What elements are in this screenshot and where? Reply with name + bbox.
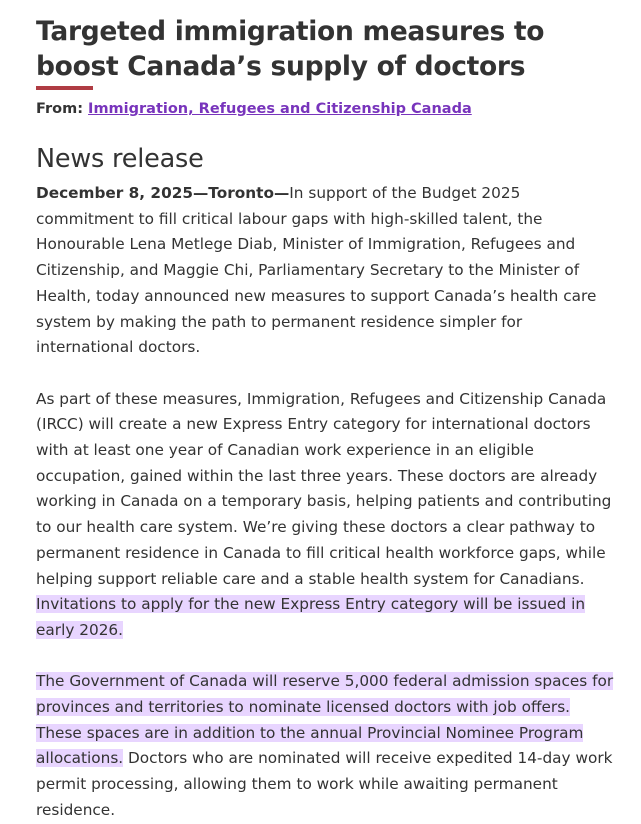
page-title: Targeted immigration measures to boost Canada’s supply of doctors — [36, 16, 545, 82]
title-underline-rule — [36, 86, 93, 90]
from-label: From: — [36, 101, 89, 117]
paragraph-2-body: As part of these measures, Immigration, Refugees and Citizenship Canada (IRCC) will create a new Express Entry category for international doctors with at least one year of Canadian work experience in an eligible occupation, gained within the last three years. These doctors are already working in Canada on a temporary basis, helping patients and contributing to our health care system. We’re giving these doctors a clear pathway to permanent residence in Canada to fill critical health workforce gaps, while helping support reliable care and a stable health system for Canadians. — [36, 389, 612, 588]
highlighted-text: The Government of Canada will reserve 5,000 federal admission spaces for provinces and territories to nominate licensed doctors with job offers. These spaces are in addition to the annual Provincial Nominee Program allocations. — [36, 672, 614, 768]
from-line — [36, 99, 611, 119]
paragraph-3 — [36, 669, 616, 823]
paragraph-2 — [36, 387, 616, 644]
paragraph-3-body: Doctors who are nominated will receive expedited 14-day work permit processing, allowing them to work while awaiting permanent residence. — [36, 749, 613, 819]
paragraph-1 — [36, 181, 616, 361]
dateline: December 8, 2025—Toronto— — [36, 184, 290, 202]
section-heading: News release — [36, 144, 204, 174]
highlighted-text: Invitations to apply for the new Express Entry category will be issued in early 2026. — [36, 595, 586, 639]
paragraph-1-body: In support of the Budget 2025 commitment to fill critical labour gaps with high-skilled talent, the Honourable Lena Metlege Diab, Minister of Immigration, Refugees and Citizenship, and Maggie Chi, Parliamentary Secretary to the Minister of Health, today announced new measures to support Canada’s health care system by making the path to permanent residence simpler for international doctors. — [36, 184, 597, 357]
department-link[interactable]: Immigration, Refugees and Citizenship Canada — [88, 101, 472, 117]
